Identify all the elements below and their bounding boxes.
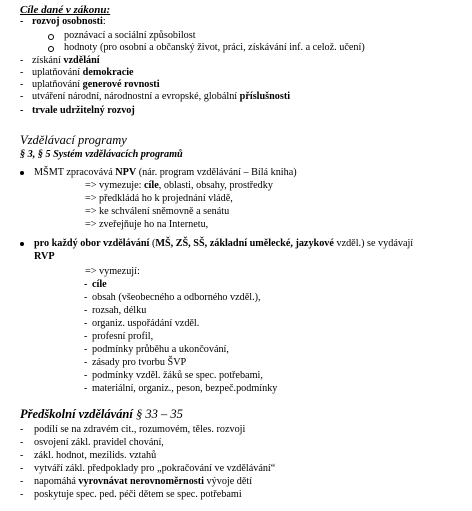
section2-title: Vzdělávací programy	[20, 133, 127, 147]
goal-subitem: hodnoty (pro osobní a občanský život, práci, získávání inf. a celož. učení)	[64, 42, 365, 54]
rvp-item: - profesní profil,	[84, 331, 154, 342]
goal-item: - získání vzdělání	[20, 55, 100, 66]
goal-item: - trvale udržitelný rozvoj	[20, 105, 135, 116]
rvp-item: - zásady pro tvorbu ŠVP	[84, 357, 187, 368]
preschool-item: - osvojení zákl. pravidel chování,	[20, 437, 164, 448]
rvp-item: - materiální, organiz., peson, bezpeč.podmínky	[84, 383, 278, 394]
preschool-item: - poskytuje spec. ped. péči dětem se spec. potřebami	[20, 489, 242, 500]
npv-bullet: MŠMT zpracovává NPV (nár. program vzdělávání – Bílá kniha)	[34, 167, 297, 179]
rvp-item: - podmínky průběhu a ukončování,	[84, 344, 229, 355]
section1-title: Cíle dané v zákonu:	[20, 4, 111, 16]
goal-item: - rozvoj osobnosti:	[20, 16, 106, 27]
preschool-item: - zákl. hodnot, mezilids. vztahů	[20, 450, 157, 461]
rvp-item: - cíle	[84, 279, 107, 290]
section3-title: Předškolní vzdělávání § 33 – 35	[20, 407, 183, 421]
goal-item: - uplatňování generové rovnosti	[20, 79, 160, 90]
rvp-item: - rozsah, délku	[84, 305, 147, 316]
preschool-item: - podílí se na zdravém cit., rozumovém, těles. rozvoji	[20, 424, 246, 435]
preschool-item: - napomáhá vyrovnávat nerovnoměrnosti vývoje dětí	[20, 476, 253, 487]
npv-line: => zveřejňuje ho na Internetu,	[85, 219, 209, 230]
npv-line: => předkládá ho k projednání vládě,	[85, 193, 233, 204]
rvp-bullet: pro každý obor vzdělávání (MŠ, ZŠ, SŠ, základní umělecké, jazykové vzděl.) se vydávají	[34, 238, 413, 250]
rvp-item: - podmínky vzděl. žáků se spec. potřebami,	[84, 370, 263, 381]
goal-item: - uplatňování demokracie	[20, 67, 134, 78]
rvp-item: - organiz. uspořádání vzděl.	[84, 318, 200, 329]
section2-subtitle: § 3, § 5 Systém vzdělávacích programů	[20, 149, 183, 160]
goal-subitem: poznávací a sociální způsobilost	[64, 30, 196, 42]
goal-item: - utváření národní, národnostní a evropské, globální příslušnosti	[20, 91, 291, 102]
preschool-item: - vytváří zákl. předpoklady pro „pokračování ve vzdělávání“	[20, 463, 276, 474]
rvp-label: RVP	[34, 251, 55, 262]
npv-line: => vymezuje: cíle, oblasti, obsahy, prostředky	[85, 180, 273, 191]
npv-line: => ke schválení sněmovně a senátu	[85, 206, 230, 217]
rvp-lead: => vymezují:	[85, 266, 140, 277]
rvp-item: - obsah (všeobecného a odborného vzděl.),	[84, 292, 261, 303]
